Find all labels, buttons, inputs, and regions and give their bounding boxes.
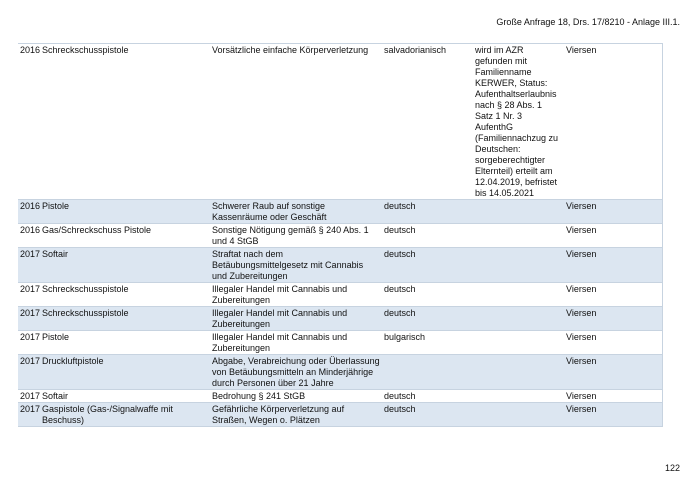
place-cell: Viersen (564, 307, 662, 331)
note-cell: wird im AZR gefunden mit Familienname KERWER, Status: Aufenthaltserlaubnis nach § 28 Abs. 1 Satz 1 Nr. 3 AufenthG (Familiennachzug zu Deutschen: sorgeberechtigter Elternteil) erteilt am 12.04.2019, befristet bis 14.05.2021 (473, 44, 564, 200)
year-cell: 2017 (18, 355, 40, 390)
weapon-cell: Pistole (40, 331, 210, 355)
offense-cell: Illegaler Handel mit Cannabis und Zubereitungen (210, 307, 382, 331)
page-number: 122 (664, 463, 680, 473)
nationality-cell: bulgarisch (382, 331, 473, 355)
place-cell: Viersen (564, 390, 662, 403)
place-cell: Viersen (564, 403, 662, 427)
note-cell (473, 224, 564, 248)
weapon-cell: Schreckschusspistole (40, 44, 210, 200)
offense-cell: Straftat nach dem Betäubungsmittelgesetz mit Cannabis und Zubereitungen (210, 248, 382, 283)
nationality-cell: deutsch (382, 307, 473, 331)
table-row (18, 200, 662, 224)
year-cell: 2017 (18, 403, 40, 427)
offense-cell: Sonstige Nötigung gemäß § 240 Abs. 1 und 4 StGB (210, 224, 382, 248)
table-row (18, 403, 662, 427)
weapon-cell: Softair (40, 390, 210, 403)
note-cell (473, 307, 564, 331)
weapon-cell: Schreckschusspistole (40, 307, 210, 331)
nationality-cell: deutsch (382, 283, 473, 307)
table-row (18, 224, 662, 248)
nationality-cell: deutsch (382, 403, 473, 427)
offense-cell: Vorsätzliche einfache Körperverletzung (210, 44, 382, 200)
offense-cell: Illegaler Handel mit Cannabis und Zubereitungen (210, 331, 382, 355)
table-row (18, 331, 662, 355)
note-cell (473, 248, 564, 283)
place-cell: Viersen (564, 200, 662, 224)
note-cell (473, 355, 564, 390)
table-row (18, 390, 662, 403)
offense-cell: Bedrohung § 241 StGB (210, 390, 382, 403)
table-row (18, 44, 662, 200)
nationality-cell: deutsch (382, 390, 473, 403)
year-cell: 2017 (20, 391, 40, 401)
table-row (18, 355, 662, 390)
offense-cell: Illegaler Handel mit Cannabis und Zubereitungen (210, 283, 382, 307)
place-cell: Viersen (564, 283, 662, 307)
offense-cell: Abgabe, Verabreichung oder Überlassung von Betäubungsmitteln an Minderjährige durch Personen über 21 Jahre (210, 355, 382, 390)
year-cell: 2016 (18, 224, 40, 248)
weapon-cell: Gaspistole (Gas-/Signalwaffe mit Beschuss) (40, 403, 210, 427)
year-cell: 2016 (18, 44, 40, 200)
note-cell (473, 200, 564, 224)
table-row (18, 248, 662, 283)
weapon-cell: Druckluftpistole (40, 355, 210, 390)
document-header: Große Anfrage 18, Drs. 17/8210 - Anlage III.1. (496, 17, 680, 27)
weapon-cell: Pistole (40, 200, 210, 224)
nationality-cell (382, 355, 473, 390)
year-cell: 2017 (18, 248, 40, 283)
weapon-cell: Gas/Schreckschuss Pistole (40, 224, 210, 248)
place-cell: Viersen (564, 224, 662, 248)
table-row (18, 307, 662, 331)
nationality-cell: deutsch (382, 224, 473, 248)
note-cell (473, 390, 564, 403)
place-cell: Viersen (564, 331, 662, 355)
place-cell: Viersen (564, 248, 662, 283)
data-table (18, 43, 663, 427)
note-cell (473, 283, 564, 307)
table-body (18, 44, 662, 427)
nationality-cell: deutsch (382, 248, 473, 283)
nationality-cell: deutsch (382, 200, 473, 224)
weapon-cell: Schreckschusspistole (40, 283, 210, 307)
place-cell: Viersen (564, 355, 662, 390)
year-cell: 2017 (18, 331, 40, 355)
table-row (18, 283, 662, 307)
nationality-cell: salvadorianisch (382, 44, 473, 200)
year-cell: 2017 (18, 283, 40, 307)
year-cell: 2017 (18, 307, 40, 331)
note-cell (473, 403, 564, 427)
offense-cell: Schwerer Raub auf sonstige Kassenräume oder Geschäft (210, 200, 382, 224)
note-cell (473, 331, 564, 355)
offense-cell: Gefährliche Körperverletzung auf Straßen, Wegen o. Plätzen (210, 403, 382, 427)
weapon-cell: Softair (40, 248, 210, 283)
year-cell: 2016 (18, 200, 40, 224)
place-cell: Viersen (564, 44, 662, 200)
